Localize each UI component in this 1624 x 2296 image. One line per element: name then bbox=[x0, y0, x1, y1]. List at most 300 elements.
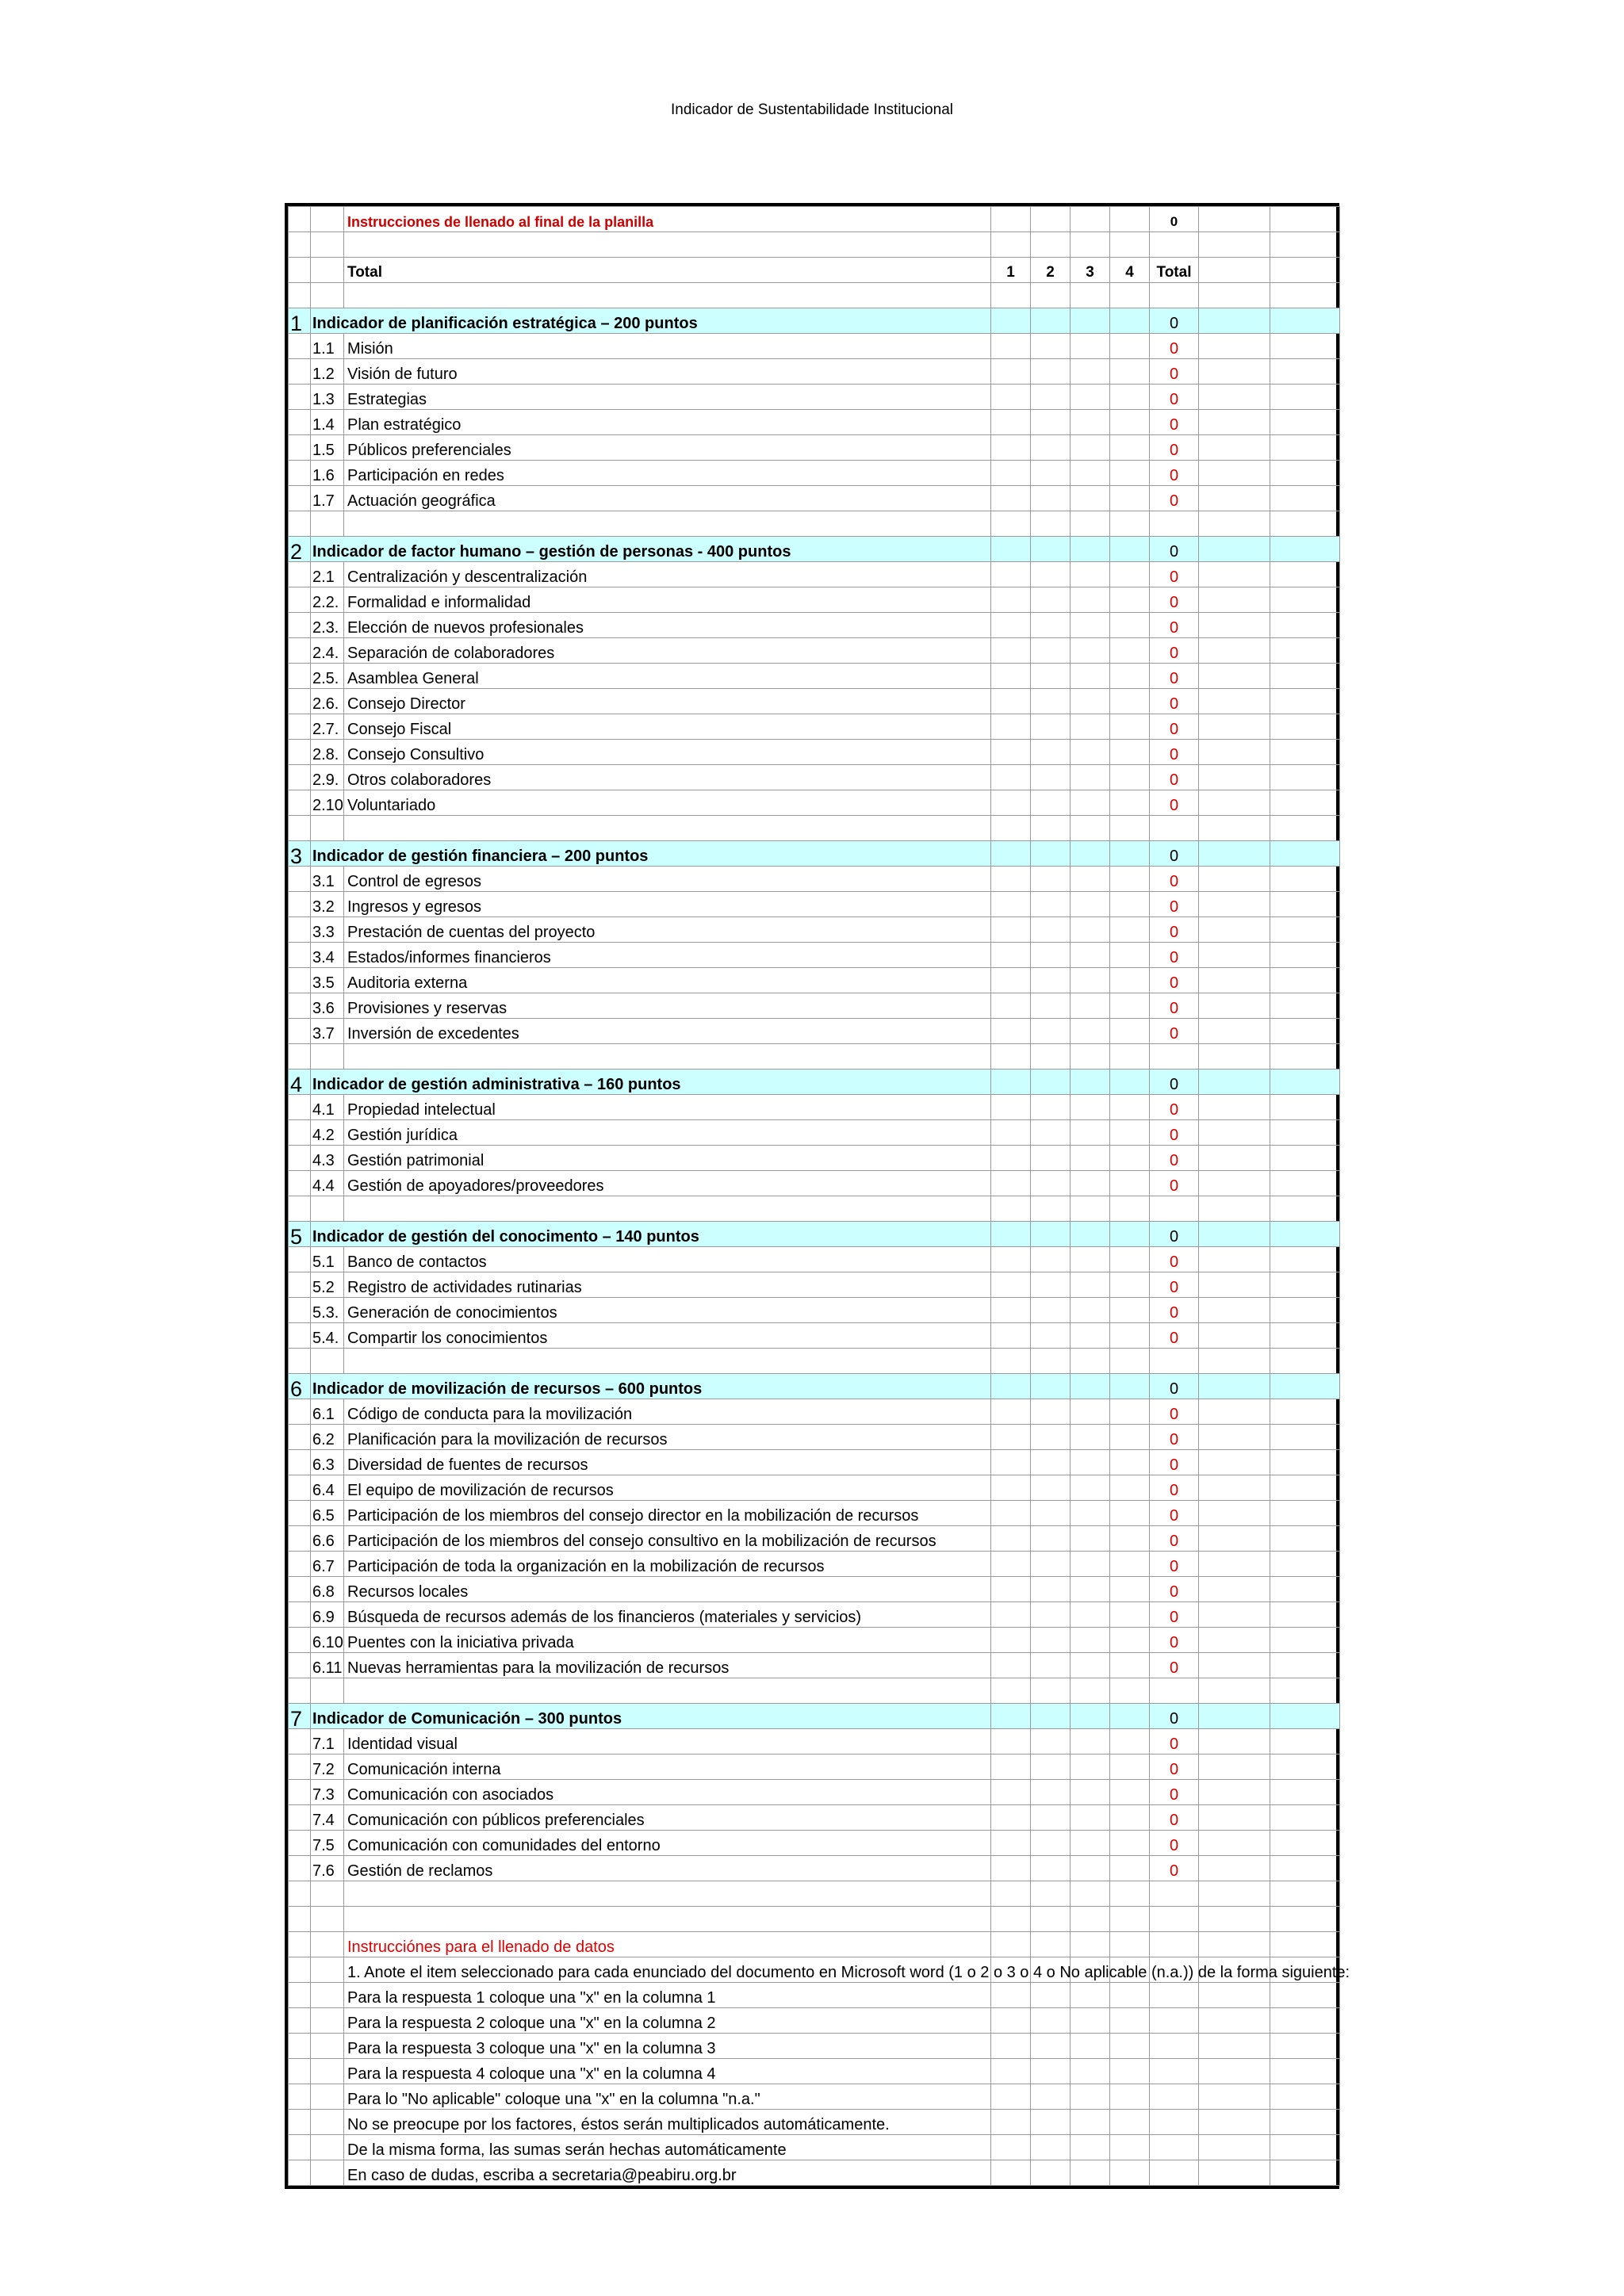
answer-cell-1[interactable] bbox=[991, 385, 1031, 410]
answer-cell-2[interactable] bbox=[1031, 1831, 1071, 1856]
answer-cell-4[interactable] bbox=[1110, 714, 1150, 740]
answer-cell-4[interactable] bbox=[1110, 1501, 1150, 1526]
answer-cell-2[interactable] bbox=[1031, 1653, 1071, 1678]
score-cell[interactable] bbox=[991, 1374, 1031, 1399]
item-code: 6.4 bbox=[311, 1475, 344, 1501]
answer-cell-4[interactable] bbox=[1110, 1247, 1150, 1272]
answer-cell-3[interactable] bbox=[1071, 1019, 1110, 1044]
item-total: 0 bbox=[1150, 1653, 1199, 1678]
answer-cell-1[interactable] bbox=[991, 1399, 1031, 1425]
answer-cell-1[interactable] bbox=[991, 1171, 1031, 1196]
answer-cell-4[interactable] bbox=[1110, 867, 1150, 892]
item-code: 1.1 bbox=[311, 334, 344, 359]
answer-cell-1[interactable] bbox=[991, 892, 1031, 917]
answer-cell-4[interactable] bbox=[1110, 638, 1150, 664]
answer-cell-3[interactable] bbox=[1071, 613, 1110, 638]
answer-cell-3[interactable] bbox=[1071, 993, 1110, 1019]
answer-cell-1[interactable] bbox=[991, 1475, 1031, 1501]
table-row bbox=[289, 1628, 1340, 1653]
answer-cell-1[interactable] bbox=[991, 1323, 1031, 1349]
answer-cell-2[interactable] bbox=[1031, 1856, 1071, 1881]
answer-cell-2[interactable] bbox=[1031, 587, 1071, 613]
item-label: Código de conducta para la movilización bbox=[344, 1399, 991, 1425]
item-code: 2.2. bbox=[311, 587, 344, 613]
answer-cell-3[interactable] bbox=[1071, 435, 1110, 461]
answer-cell-1[interactable] bbox=[991, 689, 1031, 714]
answer-cell-4[interactable] bbox=[1110, 1552, 1150, 1577]
answer-cell-2[interactable] bbox=[1031, 943, 1071, 968]
answer-cell-3[interactable] bbox=[1071, 1399, 1110, 1425]
score-cell[interactable] bbox=[1110, 537, 1150, 562]
item-total: 0 bbox=[1150, 1450, 1199, 1475]
answer-cell-2[interactable] bbox=[1031, 1475, 1071, 1501]
table-row bbox=[289, 359, 1340, 385]
answer-cell-2[interactable] bbox=[1031, 1298, 1071, 1323]
item-code: 1.4 bbox=[311, 410, 344, 435]
answer-cell-3[interactable] bbox=[1071, 562, 1110, 587]
section-total: 0 bbox=[1150, 1222, 1199, 1247]
item-code: 5.2 bbox=[311, 1272, 344, 1298]
answer-cell-4[interactable] bbox=[1110, 1171, 1150, 1196]
answer-cell-3[interactable] bbox=[1071, 1755, 1110, 1780]
answer-cell-3[interactable] bbox=[1071, 968, 1110, 993]
answer-cell-3[interactable] bbox=[1071, 1831, 1110, 1856]
answer-cell-3[interactable] bbox=[1071, 1602, 1110, 1628]
answer-cell-3[interactable] bbox=[1071, 1450, 1110, 1475]
answer-cell-4[interactable] bbox=[1110, 1526, 1150, 1552]
item-code: 1.7 bbox=[311, 486, 344, 511]
answer-cell-1[interactable] bbox=[991, 714, 1031, 740]
item-total: 0 bbox=[1150, 1501, 1199, 1526]
item-total: 0 bbox=[1150, 562, 1199, 587]
score-cell[interactable] bbox=[991, 1704, 1031, 1729]
item-label: Gestión de apoyadores/proveedores bbox=[344, 1171, 991, 1196]
answer-cell-4[interactable] bbox=[1110, 1095, 1150, 1120]
answer-cell-1[interactable] bbox=[991, 1780, 1031, 1805]
answer-cell-4[interactable] bbox=[1110, 334, 1150, 359]
answer-cell-3[interactable] bbox=[1071, 1729, 1110, 1755]
item-label: Planificación para la movilización de recursos bbox=[344, 1425, 991, 1450]
answer-cell-4[interactable] bbox=[1110, 765, 1150, 790]
item-total: 0 bbox=[1150, 917, 1199, 943]
answer-cell-4[interactable] bbox=[1110, 790, 1150, 816]
answer-cell-3[interactable] bbox=[1071, 461, 1110, 486]
indicator-table bbox=[288, 206, 1350, 2186]
score-cell[interactable] bbox=[1071, 1704, 1110, 1729]
header-col-4: 4 bbox=[1110, 258, 1150, 283]
answer-cell-4[interactable] bbox=[1110, 1323, 1150, 1349]
blank-row bbox=[289, 1196, 1340, 1222]
answer-cell-1[interactable] bbox=[991, 1628, 1031, 1653]
score-cell[interactable] bbox=[1031, 1070, 1071, 1095]
answer-cell-2[interactable] bbox=[1031, 689, 1071, 714]
answer-cell-1[interactable] bbox=[991, 1602, 1031, 1628]
answer-cell-2[interactable] bbox=[1031, 1399, 1071, 1425]
item-label: Control de egresos bbox=[344, 867, 991, 892]
item-code: 1.5 bbox=[311, 435, 344, 461]
answer-cell-1[interactable] bbox=[991, 867, 1031, 892]
item-total: 0 bbox=[1150, 1856, 1199, 1881]
answer-cell-3[interactable] bbox=[1071, 714, 1110, 740]
score-cell[interactable] bbox=[991, 308, 1031, 334]
answer-cell-2[interactable] bbox=[1031, 1095, 1071, 1120]
answer-cell-1[interactable] bbox=[991, 486, 1031, 511]
answer-cell-1[interactable] bbox=[991, 993, 1031, 1019]
item-code: 2.7. bbox=[311, 714, 344, 740]
answer-cell-4[interactable] bbox=[1110, 1628, 1150, 1653]
answer-cell-2[interactable] bbox=[1031, 1120, 1071, 1146]
answer-cell-2[interactable] bbox=[1031, 613, 1071, 638]
item-label: El equipo de movilización de recursos bbox=[344, 1475, 991, 1501]
answer-cell-1[interactable] bbox=[991, 1298, 1031, 1323]
answer-cell-4[interactable] bbox=[1110, 1425, 1150, 1450]
answer-cell-3[interactable] bbox=[1071, 892, 1110, 917]
item-label: Voluntariado bbox=[344, 790, 991, 816]
answer-cell-1[interactable] bbox=[991, 587, 1031, 613]
answer-cell-4[interactable] bbox=[1110, 1805, 1150, 1831]
answer-cell-3[interactable] bbox=[1071, 359, 1110, 385]
item-label: Diversidad de fuentes de recursos bbox=[344, 1450, 991, 1475]
item-label: Gestión de reclamos bbox=[344, 1856, 991, 1881]
answer-cell-3[interactable] bbox=[1071, 1856, 1110, 1881]
instruction-row bbox=[289, 2084, 1340, 2110]
item-label: Centralización y descentralización bbox=[344, 562, 991, 587]
item-label: Elección de nuevos profesionales bbox=[344, 613, 991, 638]
answer-cell-1[interactable] bbox=[991, 638, 1031, 664]
answer-cell-4[interactable] bbox=[1110, 486, 1150, 511]
section-row-6 bbox=[289, 1374, 1340, 1399]
answer-cell-1[interactable] bbox=[991, 359, 1031, 385]
instruction-row bbox=[289, 2160, 1340, 2186]
score-cell[interactable] bbox=[1031, 1222, 1071, 1247]
answer-cell-4[interactable] bbox=[1110, 1019, 1150, 1044]
answer-cell-2[interactable] bbox=[1031, 714, 1071, 740]
answer-cell-3[interactable] bbox=[1071, 334, 1110, 359]
answer-cell-4[interactable] bbox=[1110, 1831, 1150, 1856]
score-cell[interactable] bbox=[991, 1070, 1031, 1095]
answer-cell-1[interactable] bbox=[991, 1120, 1031, 1146]
answer-cell-2[interactable] bbox=[1031, 1247, 1071, 1272]
answer-cell-3[interactable] bbox=[1071, 587, 1110, 613]
answer-cell-3[interactable] bbox=[1071, 385, 1110, 410]
item-code: 2.1 bbox=[311, 562, 344, 587]
answer-cell-2[interactable] bbox=[1031, 1577, 1071, 1602]
answer-cell-1[interactable] bbox=[991, 1729, 1031, 1755]
instruction-row bbox=[289, 2059, 1340, 2084]
answer-cell-1[interactable] bbox=[991, 968, 1031, 993]
answer-cell-3[interactable] bbox=[1071, 1805, 1110, 1831]
score-cell[interactable] bbox=[1071, 1070, 1110, 1095]
item-code: 4.4 bbox=[311, 1171, 344, 1196]
answer-cell-3[interactable] bbox=[1071, 664, 1110, 689]
answer-cell-1[interactable] bbox=[991, 1450, 1031, 1475]
answer-cell-2[interactable] bbox=[1031, 1602, 1071, 1628]
answer-cell-3[interactable] bbox=[1071, 1475, 1110, 1501]
answer-cell-1[interactable] bbox=[991, 435, 1031, 461]
answer-cell-1[interactable] bbox=[991, 740, 1031, 765]
answer-cell-2[interactable] bbox=[1031, 486, 1071, 511]
answer-cell-4[interactable] bbox=[1110, 435, 1150, 461]
answer-cell-4[interactable] bbox=[1110, 740, 1150, 765]
answer-cell-1[interactable] bbox=[991, 410, 1031, 435]
answer-cell-4[interactable] bbox=[1110, 1780, 1150, 1805]
answer-cell-3[interactable] bbox=[1071, 1628, 1110, 1653]
answer-cell-3[interactable] bbox=[1071, 638, 1110, 664]
answer-cell-1[interactable] bbox=[991, 1272, 1031, 1298]
answer-cell-4[interactable] bbox=[1110, 993, 1150, 1019]
answer-cell-1[interactable] bbox=[991, 765, 1031, 790]
table-row bbox=[289, 587, 1340, 613]
item-label: Misión bbox=[344, 334, 991, 359]
answer-cell-2[interactable] bbox=[1031, 1146, 1071, 1171]
item-code: 2.8. bbox=[311, 740, 344, 765]
answer-cell-2[interactable] bbox=[1031, 740, 1071, 765]
score-cell[interactable] bbox=[1110, 1374, 1150, 1399]
answer-cell-1[interactable] bbox=[991, 562, 1031, 587]
answer-cell-4[interactable] bbox=[1110, 562, 1150, 587]
answer-cell-4[interactable] bbox=[1110, 1146, 1150, 1171]
answer-cell-3[interactable] bbox=[1071, 1095, 1110, 1120]
answer-cell-1[interactable] bbox=[991, 1425, 1031, 1450]
answer-cell-3[interactable] bbox=[1071, 1272, 1110, 1298]
answer-cell-4[interactable] bbox=[1110, 410, 1150, 435]
answer-cell-1[interactable] bbox=[991, 1577, 1031, 1602]
answer-cell-1[interactable] bbox=[991, 943, 1031, 968]
answer-cell-1[interactable] bbox=[991, 334, 1031, 359]
answer-cell-4[interactable] bbox=[1110, 1475, 1150, 1501]
answer-cell-2[interactable] bbox=[1031, 1755, 1071, 1780]
answer-cell-1[interactable] bbox=[991, 1653, 1031, 1678]
answer-cell-2[interactable] bbox=[1031, 664, 1071, 689]
answer-cell-1[interactable] bbox=[991, 1831, 1031, 1856]
answer-cell-2[interactable] bbox=[1031, 334, 1071, 359]
answer-cell-1[interactable] bbox=[991, 613, 1031, 638]
score-cell[interactable] bbox=[1071, 1374, 1110, 1399]
answer-cell-4[interactable] bbox=[1110, 1729, 1150, 1755]
table-row bbox=[289, 1475, 1340, 1501]
score-cell[interactable] bbox=[1071, 537, 1110, 562]
item-code: 3.7 bbox=[311, 1019, 344, 1044]
section-total: 0 bbox=[1150, 1704, 1199, 1729]
answer-cell-1[interactable] bbox=[991, 1501, 1031, 1526]
answer-cell-3[interactable] bbox=[1071, 740, 1110, 765]
section-number: 1 bbox=[289, 308, 311, 334]
answer-cell-4[interactable] bbox=[1110, 359, 1150, 385]
item-total: 0 bbox=[1150, 1399, 1199, 1425]
score-cell[interactable] bbox=[1031, 1704, 1071, 1729]
answer-cell-3[interactable] bbox=[1071, 1577, 1110, 1602]
answer-cell-4[interactable] bbox=[1110, 1856, 1150, 1881]
answer-cell-3[interactable] bbox=[1071, 1501, 1110, 1526]
answer-cell-1[interactable] bbox=[991, 917, 1031, 943]
score-cell[interactable] bbox=[1071, 308, 1110, 334]
answer-cell-2[interactable] bbox=[1031, 968, 1071, 993]
answer-cell-4[interactable] bbox=[1110, 1602, 1150, 1628]
item-total: 0 bbox=[1150, 1247, 1199, 1272]
answer-cell-2[interactable] bbox=[1031, 1526, 1071, 1552]
answer-cell-4[interactable] bbox=[1110, 461, 1150, 486]
instruction-line: Para la respuesta 2 coloque una "x" en la columna 2 bbox=[344, 2008, 991, 2034]
section-row-1 bbox=[289, 308, 1340, 334]
answer-cell-2[interactable] bbox=[1031, 562, 1071, 587]
answer-cell-2[interactable] bbox=[1031, 765, 1071, 790]
answer-cell-4[interactable] bbox=[1110, 1298, 1150, 1323]
answer-cell-4[interactable] bbox=[1110, 1653, 1150, 1678]
answer-cell-2[interactable] bbox=[1031, 1805, 1071, 1831]
answer-cell-4[interactable] bbox=[1110, 689, 1150, 714]
answer-cell-3[interactable] bbox=[1071, 917, 1110, 943]
answer-cell-1[interactable] bbox=[991, 461, 1031, 486]
answer-cell-3[interactable] bbox=[1071, 1120, 1110, 1146]
answer-cell-3[interactable] bbox=[1071, 410, 1110, 435]
item-label: Estados/informes financieros bbox=[344, 943, 991, 968]
answer-cell-2[interactable] bbox=[1031, 1628, 1071, 1653]
answer-cell-1[interactable] bbox=[991, 1526, 1031, 1552]
answer-cell-2[interactable] bbox=[1031, 638, 1071, 664]
answer-cell-1[interactable] bbox=[991, 1856, 1031, 1881]
answer-cell-4[interactable] bbox=[1110, 1755, 1150, 1780]
table-row bbox=[289, 1120, 1340, 1146]
section-number: 7 bbox=[289, 1704, 311, 1729]
item-code: 4.3 bbox=[311, 1146, 344, 1171]
answer-cell-4[interactable] bbox=[1110, 968, 1150, 993]
instruction-line: 1. Anote el item seleccionado para cada enunciado del documento en Microsoft word (1 o 2 o 3 o 4 o No aplicable (n.a.)) de la forma siguiente: bbox=[344, 1957, 991, 1983]
answer-cell-3[interactable] bbox=[1071, 1780, 1110, 1805]
answer-cell-3[interactable] bbox=[1071, 1425, 1110, 1450]
item-code: 7.4 bbox=[311, 1805, 344, 1831]
score-cell[interactable] bbox=[1031, 841, 1071, 867]
answer-cell-4[interactable] bbox=[1110, 892, 1150, 917]
answer-cell-2[interactable] bbox=[1031, 1450, 1071, 1475]
answer-cell-1[interactable] bbox=[991, 1247, 1031, 1272]
score-cell[interactable] bbox=[1071, 841, 1110, 867]
item-total: 0 bbox=[1150, 461, 1199, 486]
answer-cell-1[interactable] bbox=[991, 664, 1031, 689]
answer-cell-2[interactable] bbox=[1031, 435, 1071, 461]
item-total: 0 bbox=[1150, 435, 1199, 461]
answer-cell-4[interactable] bbox=[1110, 917, 1150, 943]
score-cell[interactable] bbox=[991, 537, 1031, 562]
score-cell[interactable] bbox=[1031, 537, 1071, 562]
header-col-total: Total bbox=[1150, 258, 1199, 283]
top-note: Instrucciones de llenado al final de la planilla bbox=[344, 207, 991, 232]
score-cell[interactable] bbox=[1071, 1222, 1110, 1247]
answer-cell-2[interactable] bbox=[1031, 1501, 1071, 1526]
answer-cell-2[interactable] bbox=[1031, 385, 1071, 410]
answer-cell-2[interactable] bbox=[1031, 917, 1071, 943]
answer-cell-3[interactable] bbox=[1071, 943, 1110, 968]
score-cell[interactable] bbox=[1031, 1374, 1071, 1399]
answer-cell-3[interactable] bbox=[1071, 486, 1110, 511]
answer-cell-2[interactable] bbox=[1031, 1323, 1071, 1349]
answer-cell-3[interactable] bbox=[1071, 867, 1110, 892]
answer-cell-1[interactable] bbox=[991, 790, 1031, 816]
answer-cell-3[interactable] bbox=[1071, 689, 1110, 714]
answer-cell-2[interactable] bbox=[1031, 790, 1071, 816]
score-cell[interactable] bbox=[991, 841, 1031, 867]
item-label: Compartir los conocimientos bbox=[344, 1323, 991, 1349]
instruction-row bbox=[289, 2008, 1340, 2034]
answer-cell-4[interactable] bbox=[1110, 664, 1150, 689]
answer-cell-2[interactable] bbox=[1031, 993, 1071, 1019]
answer-cell-2[interactable] bbox=[1031, 1552, 1071, 1577]
answer-cell-3[interactable] bbox=[1071, 765, 1110, 790]
answer-cell-3[interactable] bbox=[1071, 1526, 1110, 1552]
answer-cell-3[interactable] bbox=[1071, 1323, 1110, 1349]
table-row bbox=[289, 562, 1340, 587]
blank-row bbox=[289, 283, 1340, 308]
item-total: 0 bbox=[1150, 587, 1199, 613]
answer-cell-2[interactable] bbox=[1031, 1272, 1071, 1298]
answer-cell-2[interactable] bbox=[1031, 1729, 1071, 1755]
answer-cell-4[interactable] bbox=[1110, 1577, 1150, 1602]
answer-cell-4[interactable] bbox=[1110, 1450, 1150, 1475]
score-cell[interactable] bbox=[1110, 841, 1150, 867]
item-label: Banco de contactos bbox=[344, 1247, 991, 1272]
answer-cell-3[interactable] bbox=[1071, 1146, 1110, 1171]
score-cell[interactable] bbox=[1110, 308, 1150, 334]
answer-cell-2[interactable] bbox=[1031, 461, 1071, 486]
section-title: Indicador de movilización de recursos – 600 puntos bbox=[311, 1374, 991, 1399]
blank-row bbox=[289, 1907, 1340, 1932]
score-cell[interactable] bbox=[1110, 1222, 1150, 1247]
item-label: Participación en redes bbox=[344, 461, 991, 486]
answer-cell-3[interactable] bbox=[1071, 1653, 1110, 1678]
answer-cell-3[interactable] bbox=[1071, 1552, 1110, 1577]
answer-cell-4[interactable] bbox=[1110, 1399, 1150, 1425]
answer-cell-4[interactable] bbox=[1110, 613, 1150, 638]
answer-cell-3[interactable] bbox=[1071, 1247, 1110, 1272]
score-cell[interactable] bbox=[991, 1222, 1031, 1247]
answer-cell-2[interactable] bbox=[1031, 1171, 1071, 1196]
answer-cell-3[interactable] bbox=[1071, 790, 1110, 816]
answer-cell-3[interactable] bbox=[1071, 1298, 1110, 1323]
table-row bbox=[289, 917, 1340, 943]
answer-cell-4[interactable] bbox=[1110, 943, 1150, 968]
answer-cell-1[interactable] bbox=[991, 1552, 1031, 1577]
score-cell[interactable] bbox=[1110, 1070, 1150, 1095]
item-label: Comunicación con comunidades del entorno bbox=[344, 1831, 991, 1856]
answer-cell-1[interactable] bbox=[991, 1146, 1031, 1171]
answer-cell-2[interactable] bbox=[1031, 1425, 1071, 1450]
score-cell[interactable] bbox=[1110, 1704, 1150, 1729]
answer-cell-2[interactable] bbox=[1031, 892, 1071, 917]
answer-cell-2[interactable] bbox=[1031, 410, 1071, 435]
item-label: Identidad visual bbox=[344, 1729, 991, 1755]
answer-cell-1[interactable] bbox=[991, 1755, 1031, 1780]
item-code: 6.8 bbox=[311, 1577, 344, 1602]
answer-cell-4[interactable] bbox=[1110, 1120, 1150, 1146]
answer-cell-4[interactable] bbox=[1110, 385, 1150, 410]
answer-cell-1[interactable] bbox=[991, 1019, 1031, 1044]
answer-cell-1[interactable] bbox=[991, 1095, 1031, 1120]
header-col-1: 1 bbox=[991, 258, 1031, 283]
top-note-row bbox=[289, 207, 1340, 232]
answer-cell-2[interactable] bbox=[1031, 1019, 1071, 1044]
answer-cell-2[interactable] bbox=[1031, 867, 1071, 892]
answer-cell-2[interactable] bbox=[1031, 359, 1071, 385]
answer-cell-1[interactable] bbox=[991, 1805, 1031, 1831]
answer-cell-4[interactable] bbox=[1110, 587, 1150, 613]
instruction-row bbox=[289, 1957, 1340, 1983]
table-row bbox=[289, 1171, 1340, 1196]
score-cell[interactable] bbox=[1031, 308, 1071, 334]
item-total: 0 bbox=[1150, 892, 1199, 917]
answer-cell-2[interactable] bbox=[1031, 1780, 1071, 1805]
item-label: Consejo Fiscal bbox=[344, 714, 991, 740]
answer-cell-4[interactable] bbox=[1110, 1272, 1150, 1298]
answer-cell-3[interactable] bbox=[1071, 1171, 1110, 1196]
